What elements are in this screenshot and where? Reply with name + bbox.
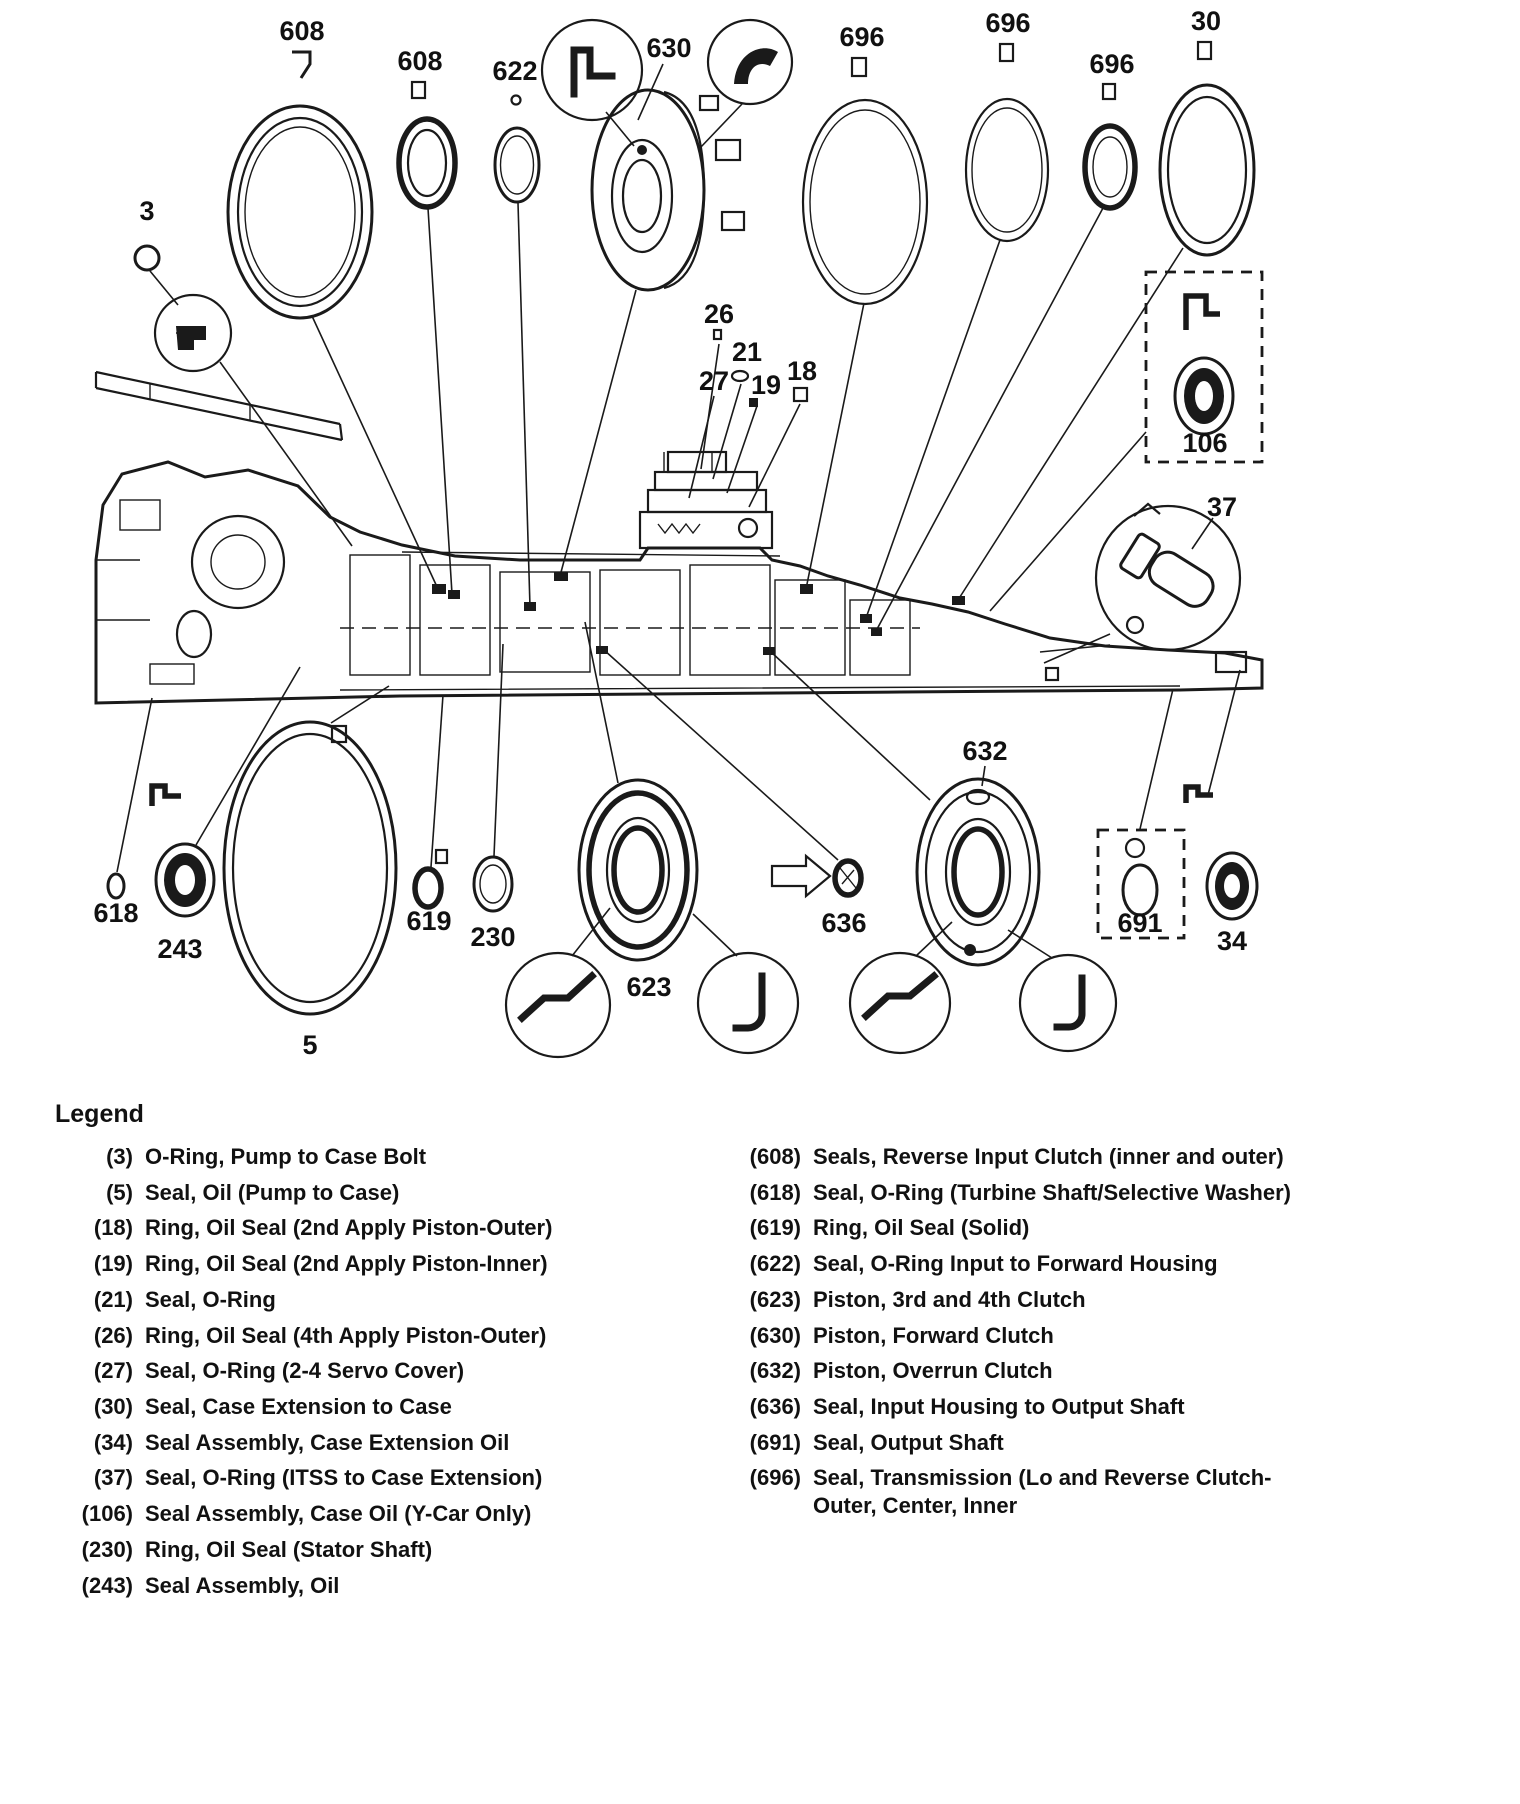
- callout-696-outer: 696: [839, 22, 885, 52]
- legend-num: (30): [93, 1394, 133, 1420]
- part-oring-622: [495, 96, 539, 203]
- detail-circle-623-right: [698, 953, 798, 1053]
- legend-desc: Seal, Input Housing to Output Shaft: [813, 1394, 1185, 1420]
- legend-entry-608: [723, 1143, 1323, 1171]
- part-oring-618: [108, 874, 124, 898]
- legend-desc: Seal Assembly, Case Oil (Y-Car Only): [145, 1501, 532, 1527]
- legend-heading: Legend: [55, 1100, 144, 1128]
- part-oring-3: [135, 246, 159, 270]
- legend-column-left: [55, 1143, 675, 1599]
- callout-37: 37: [1206, 492, 1238, 522]
- legend-desc: Seal Assembly, Case Extension Oil: [145, 1429, 510, 1455]
- legend-num: (636): [749, 1394, 801, 1420]
- legend-num: (632): [749, 1358, 801, 1384]
- legend-entry-622: [723, 1250, 1323, 1278]
- legend-entry-30: [55, 1393, 675, 1421]
- legend-desc: Ring, Oil Seal (Solid): [813, 1215, 1030, 1241]
- callout-619: 619: [406, 906, 452, 936]
- part-seal-636: [772, 856, 861, 896]
- legend-num: (37): [93, 1465, 133, 1491]
- legend-desc: Seal, Output Shaft: [813, 1429, 1004, 1455]
- legend-entry-21: [55, 1286, 675, 1314]
- legend-num: (619): [749, 1215, 801, 1241]
- part-seal-608-outer: [228, 52, 372, 318]
- legend-num: (18): [93, 1215, 133, 1241]
- callout-230: 230: [470, 922, 516, 952]
- callout-608-outer: 608: [279, 16, 325, 46]
- legend-num: (243): [81, 1572, 133, 1598]
- legend-entry-19: [55, 1250, 675, 1278]
- legend-desc: Seal, O-Ring (2-4 Servo Cover): [145, 1358, 465, 1384]
- legend-desc: Seal, O-Ring (ITSS to Case Extension): [145, 1465, 543, 1491]
- legend-num: (5): [106, 1179, 133, 1205]
- legend-entry-37: [55, 1464, 675, 1492]
- legend-entry-632: [723, 1357, 1323, 1385]
- legend-desc: Seals, Reverse Input Clutch (inner and outer): [813, 1144, 1284, 1169]
- legend-entry-26: [55, 1322, 675, 1350]
- part-seal-5: [224, 722, 396, 1014]
- callout-243: 243: [157, 934, 203, 964]
- callout-5: 5: [302, 1030, 318, 1060]
- callout-34: 34: [1216, 926, 1248, 956]
- detail-circle-37-itss: [1096, 504, 1240, 650]
- legend-num: (21): [93, 1286, 133, 1312]
- detail-pump-bolt-circle: [155, 295, 231, 371]
- detail-circle-632-right: [1020, 955, 1116, 1051]
- part-ring-230: [474, 857, 512, 911]
- callout-30: 30: [1190, 6, 1222, 36]
- callout-622: 622: [492, 56, 538, 86]
- part-seal-696-outer: [803, 58, 927, 304]
- legend-desc: Seal, O-Ring (Turbine Shaft/Selective Washer): [813, 1179, 1291, 1205]
- part-seal-assembly-243: [152, 786, 214, 916]
- legend-desc: Seal Assembly, Oil: [145, 1572, 340, 1598]
- legend-column-right: [723, 1143, 1323, 1520]
- callout-618: 618: [93, 898, 139, 928]
- legend-desc: Ring, Oil Seal (2nd Apply Piston-Inner): [145, 1251, 548, 1277]
- legend-num: (618): [749, 1179, 801, 1205]
- legend-desc: Ring, Oil Seal (4th Apply Piston-Outer): [145, 1322, 547, 1348]
- part-seal-assembly-34: [1186, 787, 1257, 919]
- legend-desc: Piston, Forward Clutch: [813, 1322, 1054, 1348]
- legend-entry-34: [55, 1429, 675, 1457]
- callout-691: 691: [1117, 908, 1163, 938]
- callout-623: 623: [626, 972, 672, 1002]
- legend-entry-630: [723, 1322, 1323, 1350]
- legend-desc: Ring, Oil Seal (Stator Shaft): [145, 1536, 433, 1562]
- legend: [0, 1090, 1520, 1599]
- callout-3: 3: [139, 196, 155, 226]
- detail-circle-632-left: [850, 953, 950, 1053]
- legend-desc: Seal, Oil (Pump to Case): [145, 1179, 400, 1205]
- legend-entry-618: [723, 1179, 1323, 1207]
- legend-num: (623): [749, 1286, 801, 1312]
- callout-696-center: 696: [985, 8, 1031, 38]
- detail-circle-623-left: [506, 953, 610, 1057]
- legend-num: (106): [81, 1501, 133, 1527]
- legend-num: (26): [93, 1322, 133, 1348]
- legend-desc: O-Ring, Pump to Case Bolt: [145, 1144, 427, 1169]
- legend-entry-27: [55, 1357, 675, 1385]
- callout-18: 18: [786, 356, 818, 386]
- legend-entry-18: [55, 1214, 675, 1242]
- callout-632: 632: [962, 736, 1008, 766]
- legend-num: (27): [93, 1358, 133, 1384]
- legend-desc: Seal, O-Ring: [145, 1286, 276, 1312]
- legend-num: (34): [93, 1429, 133, 1455]
- callout-636: 636: [821, 908, 867, 938]
- legend-desc: Seal, O-Ring Input to Forward Housing: [813, 1251, 1218, 1277]
- transmission-case-cross-section: [96, 372, 1262, 703]
- part-piston-623: [506, 780, 798, 1057]
- legend-entry-623: [723, 1286, 1323, 1314]
- legend-num: (3): [106, 1144, 133, 1169]
- legend-entry-230: [55, 1536, 675, 1564]
- legend-num: (696): [749, 1465, 801, 1491]
- legend-num: (622): [749, 1251, 801, 1277]
- legend-num: (19): [93, 1251, 133, 1277]
- detail-circle-630-left: [542, 20, 642, 120]
- legend-desc: Seal, Transmission (Lo and Reverse Clutch-Outer, Center, Inner: [813, 1465, 1272, 1519]
- callout-21: 21: [731, 337, 763, 367]
- legend-entry-5: [55, 1179, 675, 1207]
- legend-num: (608): [749, 1144, 801, 1169]
- legend-num: (691): [749, 1429, 801, 1455]
- callout-27: 27: [698, 366, 730, 396]
- legend-desc: Seal, Case Extension to Case: [145, 1394, 452, 1420]
- legend-desc: Piston, 3rd and 4th Clutch: [813, 1286, 1086, 1312]
- legend-num: (230): [81, 1536, 133, 1562]
- legend-entry-636: [723, 1393, 1323, 1421]
- legend-entry-696: [723, 1464, 1323, 1519]
- legend-entry-691: [723, 1429, 1323, 1457]
- legend-num: (630): [749, 1322, 801, 1348]
- part-piston-632-overrun-clutch: [850, 779, 1116, 1053]
- legend-entry-619: [723, 1214, 1323, 1242]
- legend-entry-106: [55, 1500, 675, 1528]
- legend-desc: Ring, Oil Seal (2nd Apply Piston-Outer): [145, 1215, 553, 1241]
- callout-26: 26: [703, 299, 735, 329]
- legend-desc: Piston, Overrun Clutch: [813, 1358, 1053, 1384]
- part-seal-696-center: [966, 44, 1048, 241]
- callout-106: 106: [1182, 428, 1228, 458]
- callout-608-inner: 608: [397, 46, 443, 76]
- legend-entry-3: [55, 1143, 675, 1171]
- part-seal-30: [1160, 42, 1254, 255]
- part-seal-608-inner: [399, 82, 455, 207]
- legend-entry-243: [55, 1572, 675, 1600]
- callout-labels: [93, 6, 1247, 1060]
- detail-circle-630-right: [708, 20, 792, 104]
- callout-696-inner: 696: [1089, 49, 1135, 79]
- callout-630: 630: [646, 33, 692, 63]
- callout-19: 19: [750, 370, 782, 400]
- part-seal-696-inner: [1085, 84, 1135, 208]
